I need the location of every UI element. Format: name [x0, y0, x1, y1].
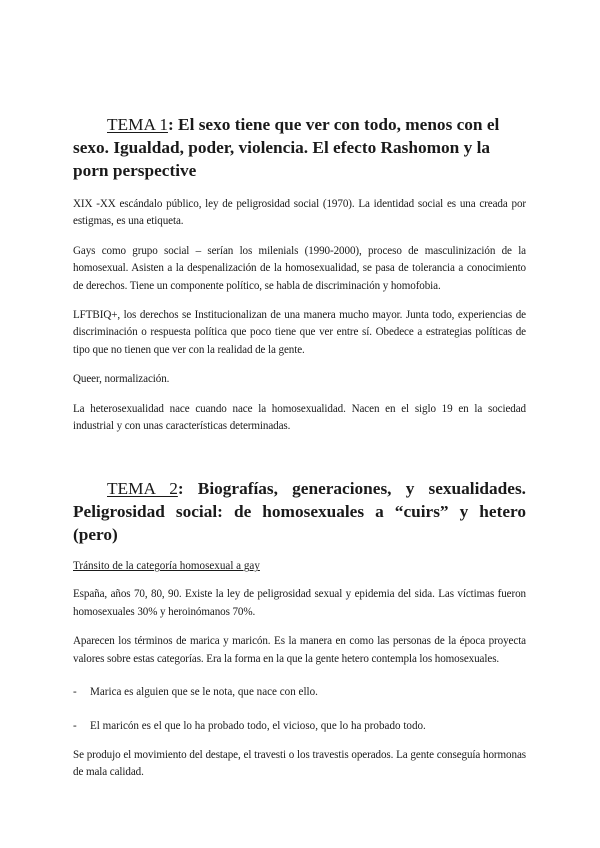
- tema1-paragraph-5: La heterosexualidad nace cuando nace la homosexualidad. Nacen en el siglo 19 en la sociedad industrial y con unas características determinadas.: [73, 402, 526, 433]
- tema2-title-line2: Peligrosidad social: de homosexuales a “cuirs” y hetero (pero): [73, 502, 526, 545]
- tema2-title-line1: : Biografías, generaciones, y sexualidades.: [177, 479, 526, 499]
- tema1-paragraph-1: XIX -XX escándalo público, ley de peligrosidad social (1970). La identidad social es una creada por estigmas, es una etiqueta.: [73, 198, 526, 228]
- tema1-title-line1: : El sexo tiene que ver con todo, menos con el: [167, 115, 500, 134]
- tema1-paragraph-3: LFTBIQ+, los derechos se Institucionalizan de una manera mucho mayor. Junta todo, experiencias de discriminación o respuesta política que poco tiene que ver entre sí. Obedece a estrategias políticas de tipo que no tienen que ver con la realidad de la gente.: [73, 309, 526, 356]
- document-page: [73, 113, 526, 782]
- tema2-subheading: Tránsito de la categoría homosexual a gay: [73, 560, 260, 573]
- tema1-paragraph-4: Queer, normalización.: [73, 373, 170, 386]
- bullet-dash: -: [73, 686, 77, 699]
- tema2-heading: [73, 477, 526, 500]
- tema2-paragraph-2: Aparecen los términos de marica y maricón. Es la manera en como las personas de la época proyecta valores sobre estas categorías. Era la forma en la que la gente hetero contempla los homosexuales.: [73, 635, 526, 665]
- tema2-number: TEMA 2: [107, 479, 178, 499]
- bullet-dash: -: [73, 719, 77, 732]
- list-item: [73, 684, 526, 701]
- bullet-text: El maricón es el que lo ha probado todo, el vicioso, que lo ha probado todo.: [90, 719, 426, 732]
- tema2-paragraph-1: España, años 70, 80, 90. Existe la ley de peligrosidad sexual y epidemia del sida. Las víctimas fueron homosexuales 30% y heroinómanos 70%.: [73, 588, 526, 618]
- tema2-closing-paragraph: Se produjo el movimiento del destape, el travesti o los travestis operados. La gente conseguía hormonas de mala calidad.: [73, 748, 526, 779]
- bullet-text: Marica es alguien que se le nota, que nace con ello.: [90, 686, 318, 699]
- tema1-paragraph-2: Gays como grupo social – serían los milenials (1990-2000), proceso de masculinización de la homosexual. Asisten a la despenalización de la homosexualidad, se pasa de tolerancia a conocimiento de derechos. Tiene un componente político, se habla de discriminación y homofobia.: [73, 244, 526, 292]
- tema1-heading: [73, 113, 526, 136]
- tema1-title-line2: sexo. Igualdad, poder, violencia. El efecto Rashomon y la: [73, 138, 491, 157]
- tema1-number: TEMA 1: [107, 115, 168, 134]
- list-item: [73, 718, 526, 735]
- tema1-title-line3: porn perspective: [73, 161, 197, 180]
